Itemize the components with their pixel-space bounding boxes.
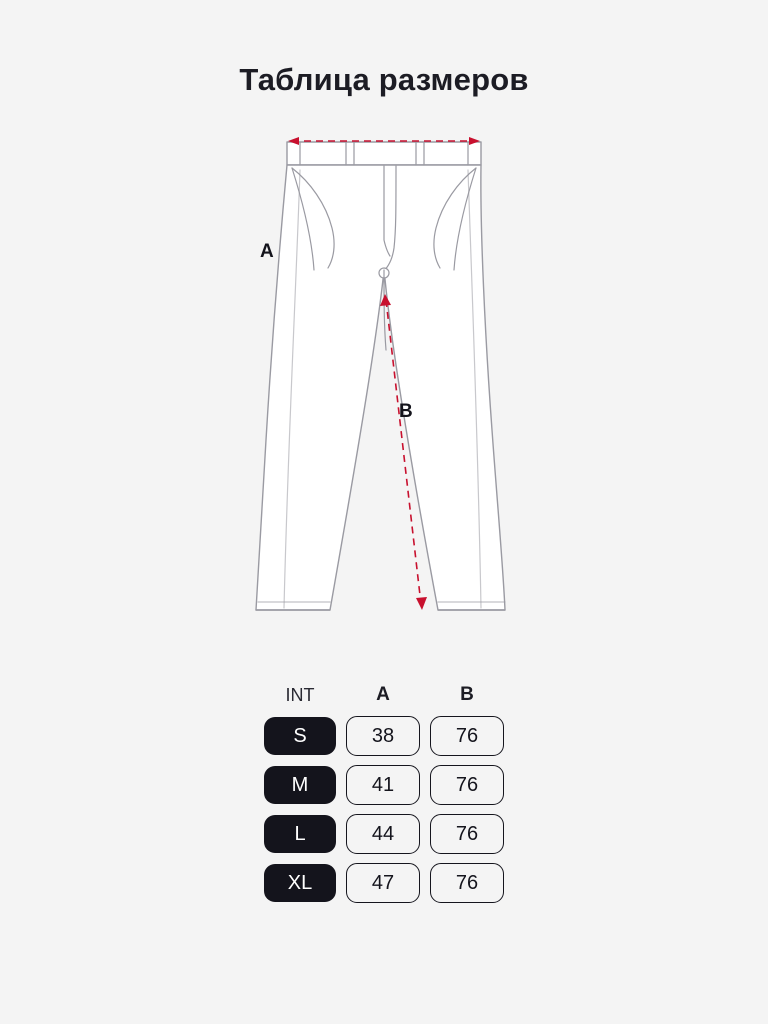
- value-pill: 41: [346, 765, 420, 805]
- value-cell-a-m: [345, 764, 421, 806]
- value-cell-b-l: [429, 813, 505, 855]
- size-cell-xl: [263, 862, 337, 904]
- table-row: [263, 715, 505, 757]
- size-table-wrap: [0, 676, 768, 911]
- value-pill: 38: [346, 716, 420, 756]
- value-pill: 76: [430, 814, 504, 854]
- table-row: [263, 813, 505, 855]
- size-pill: M: [264, 766, 336, 804]
- table-header-row: [263, 683, 505, 708]
- size-cell-m: [263, 764, 337, 806]
- value-pill: 47: [346, 863, 420, 903]
- value-pill: 76: [430, 765, 504, 805]
- table-row: [263, 862, 505, 904]
- measure-label-b: B: [399, 401, 413, 422]
- value-pill: 76: [430, 863, 504, 903]
- column-header-int: INT: [285, 684, 315, 705]
- size-pill: S: [264, 717, 336, 755]
- column-header-a: A: [376, 684, 390, 705]
- size-pill: XL: [264, 864, 336, 902]
- page-title: Таблица размеров: [239, 62, 529, 97]
- size-cell-l: [263, 813, 337, 855]
- value-cell-a-xl: [345, 862, 421, 904]
- column-header-b: B: [460, 684, 474, 705]
- size-pill: L: [264, 815, 336, 853]
- value-pill: 76: [430, 716, 504, 756]
- value-cell-b-s: [429, 715, 505, 757]
- size-table: [255, 676, 513, 911]
- value-cell-a-s: [345, 715, 421, 757]
- size-cell-s: [263, 715, 337, 757]
- value-cell-b-m: [429, 764, 505, 806]
- table-row: [263, 764, 505, 806]
- trousers-diagram: [0, 110, 768, 640]
- value-cell-b-xl: [429, 862, 505, 904]
- value-cell-a-l: [345, 813, 421, 855]
- measure-label-a: A: [260, 241, 274, 262]
- value-pill: 44: [346, 814, 420, 854]
- trousers-illustration: [0, 110, 768, 640]
